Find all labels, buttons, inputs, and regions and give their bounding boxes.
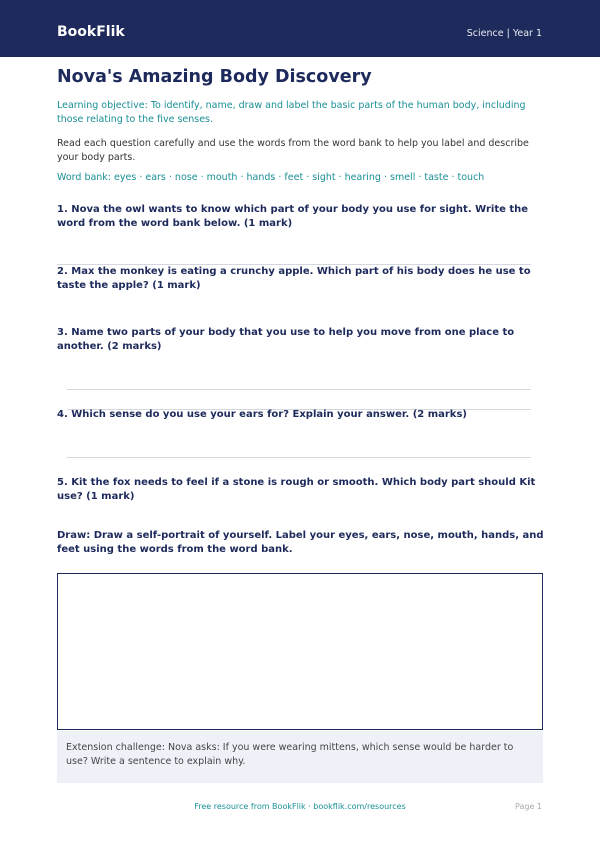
subject-year-label: Science | Year 1 <box>466 28 542 39</box>
worksheet-title: Nova's Amazing Body Discovery <box>57 67 372 87</box>
page-header <box>0 0 600 57</box>
footer-link[interactable]: Free resource from BookFlik · bookflik.com/resources <box>194 802 406 811</box>
extension-challenge-box <box>57 731 543 783</box>
brand-logo-text: BookFlik <box>57 24 125 40</box>
learning-objective: Learning objective: To identify, name, draw and label the basic parts of the human body, including those relating to the five senses. <box>57 100 526 125</box>
instructions: Read each question carefully and use the words from the word bank to help you label and describe your body parts. <box>57 138 529 163</box>
question-1: 1. Nova the owl wants to know which part of your body you use for sight. Write the word from the word bank below. (1 mark) <box>57 204 529 229</box>
answer-line[interactable] <box>67 389 531 390</box>
word-bank: Word bank: eyes · ears · nose · mouth · hands · feet · sight · hearing · smell · taste · touch <box>57 172 485 183</box>
question-4: 4. Which sense do you use your ears for? Explain your answer. (2 marks) <box>57 409 467 420</box>
question-5: 5. Kit the fox needs to feel if a stone is rough or smooth. Which body part should Kit use? (1 mark) <box>57 477 536 502</box>
question-2: 2. Max the monkey is eating a crunchy apple. Which part of his body does he use to taste the apple? (1 mark) <box>57 266 531 291</box>
draw-prompt: Draw: Draw a self-portrait of yourself. Label your eyes, ears, nose, mouth, hands, and feet using the words from the word bank. <box>57 530 544 555</box>
drawing-area[interactable] <box>57 573 543 730</box>
extension-challenge-text: Extension challenge: Nova asks: If you were wearing mittens, which sense would be harder to use? Write a sentence to explain why. <box>66 742 514 767</box>
answer-line[interactable] <box>67 457 531 458</box>
question-3: 3. Name two parts of your body that you use to help you move from one place to another. (2 marks) <box>57 327 515 352</box>
page-number: Page 1 <box>515 802 542 811</box>
